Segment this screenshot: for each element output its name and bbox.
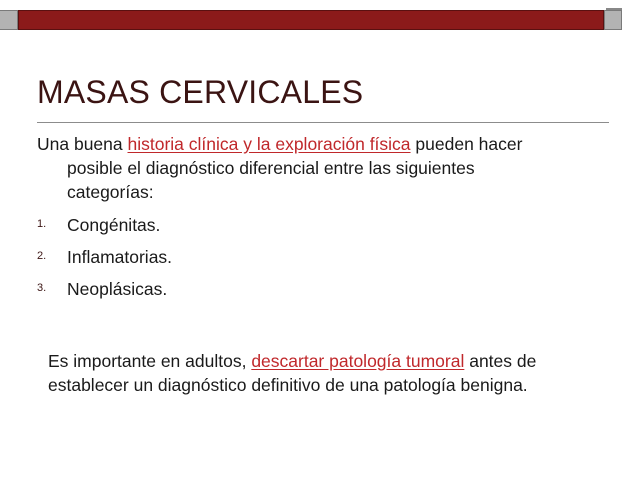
intro-paragraph xyxy=(37,132,597,204)
list-item-number: 2. xyxy=(37,250,47,262)
header-bar-right-block xyxy=(604,10,622,30)
intro-highlight-link[interactable]: historia clínica y la exploración física xyxy=(127,134,411,154)
intro-text-2: pueden hacer xyxy=(410,134,523,154)
note-line-2: establecer un diagnóstico definitivo de una patología benigna. xyxy=(48,375,528,395)
header-bar-left-block xyxy=(0,10,18,30)
decorative-header-bar xyxy=(0,0,638,42)
list-item-label: Neoplásicas. xyxy=(67,279,168,299)
slide-title: MASAS CERVICALES xyxy=(37,74,364,110)
note-highlight-link[interactable]: descartar patología tumoral xyxy=(251,351,465,371)
intro-text-1: Una buena xyxy=(37,134,128,154)
title-divider xyxy=(37,122,609,123)
list-item-label: Congénitas. xyxy=(67,215,161,235)
header-bar-cap-line xyxy=(606,8,622,10)
note-paragraph xyxy=(48,349,618,397)
list-item-label: Inflamatorias. xyxy=(67,247,173,267)
list-item-number: 3. xyxy=(37,282,47,294)
list-item-number: 1. xyxy=(37,218,47,230)
intro-line-3: categorías: xyxy=(67,182,154,202)
note-text-2: antes de xyxy=(464,351,537,371)
header-bar-main-block xyxy=(18,10,604,30)
intro-line-2: posible el diagnóstico diferencial entre las siguientes xyxy=(67,158,475,178)
note-text-1: Es importante en adultos, xyxy=(48,351,252,371)
